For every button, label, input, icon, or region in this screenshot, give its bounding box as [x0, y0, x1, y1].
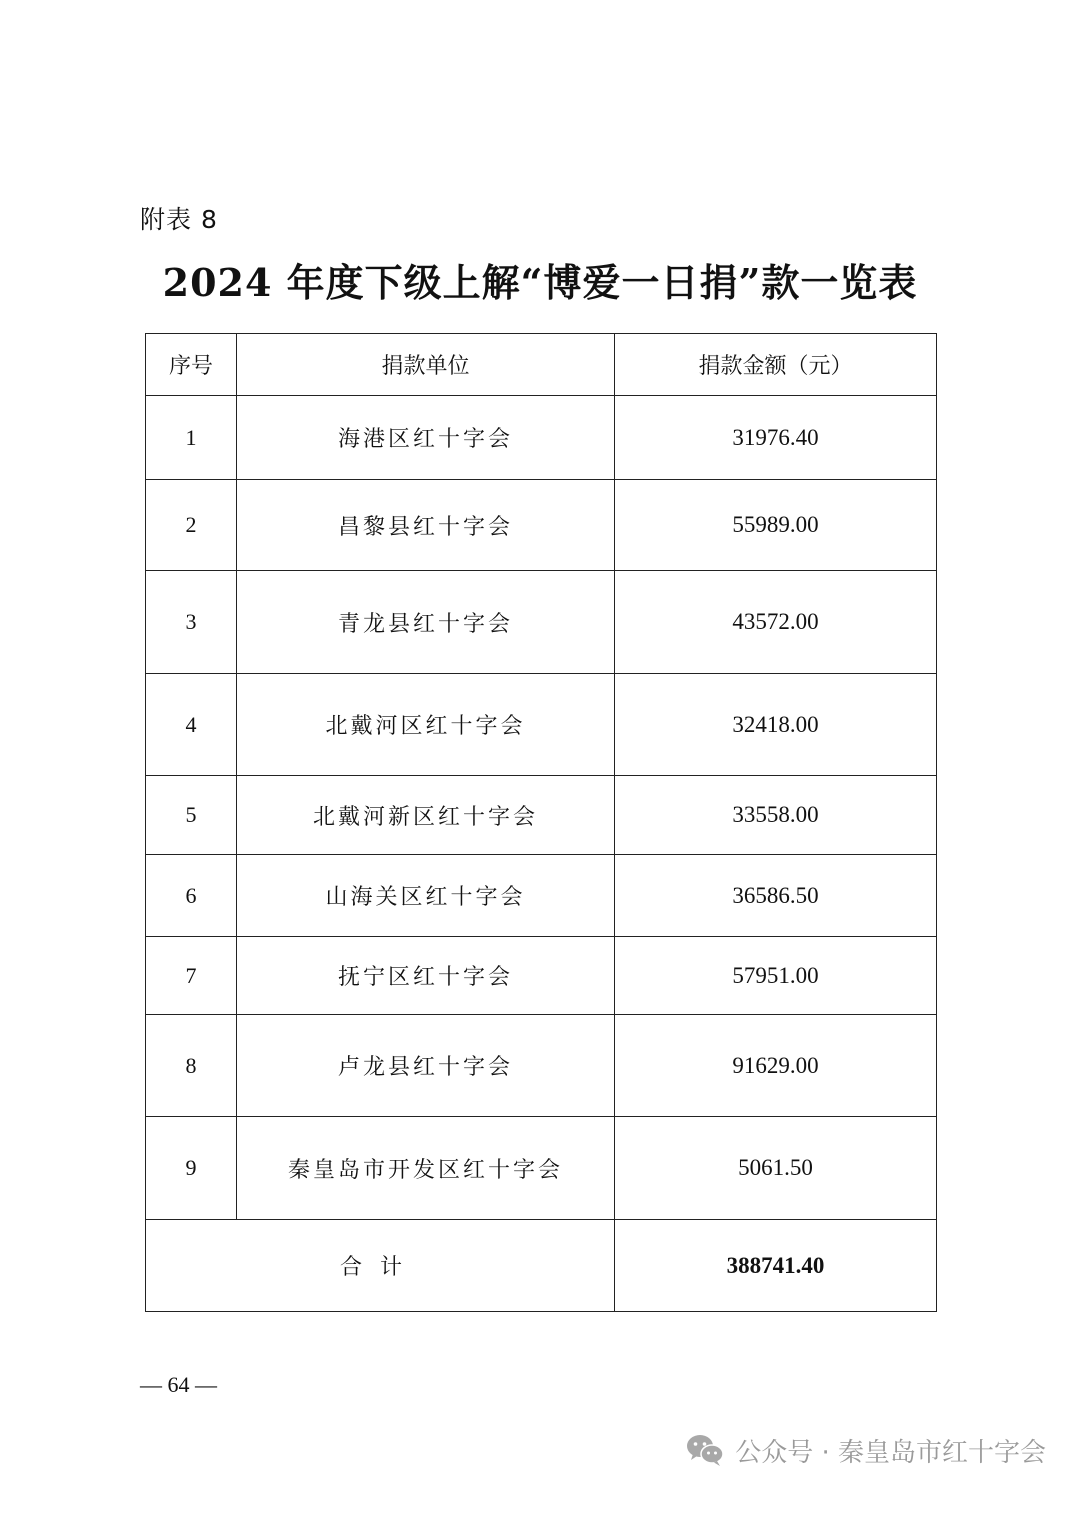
row-unit: 山海关区红十字会 — [237, 855, 615, 937]
column-header-unit: 捐款单位 — [237, 334, 615, 396]
row-amount: 57951.00 — [615, 937, 937, 1015]
row-amount: 32418.00 — [615, 674, 937, 776]
table-row — [146, 674, 937, 776]
row-amount: 36586.50 — [615, 855, 937, 937]
row-amount: 33558.00 — [615, 776, 937, 855]
row-index: 8 — [146, 1015, 237, 1117]
row-index: 3 — [146, 571, 237, 674]
row-amount: 55989.00 — [615, 480, 937, 571]
total-amount: 388741.40 — [615, 1220, 937, 1312]
table-row — [146, 1015, 937, 1117]
table-row — [146, 776, 937, 855]
watermark — [685, 1430, 1046, 1470]
page-number: — 64 — — [140, 1372, 217, 1397]
row-index: 6 — [146, 855, 237, 937]
table-row — [146, 396, 937, 480]
row-unit: 昌黎县红十字会 — [237, 480, 615, 571]
row-amount: 5061.50 — [615, 1117, 937, 1220]
table-row — [146, 1117, 937, 1220]
column-header-amount: 捐款金额（元） — [615, 334, 937, 396]
page-title: 2024 年度下级上解“博爱一日捐”款一览表 — [162, 260, 918, 305]
row-unit: 青龙县红十字会 — [237, 571, 615, 674]
row-amount: 31976.40 — [615, 396, 937, 480]
watermark-text: 公众号 · 秦皇岛市红十字会 — [735, 1437, 1046, 1468]
appendix-label: 附表 8 — [140, 205, 218, 234]
row-unit: 抚宁区红十字会 — [237, 937, 615, 1015]
table-row — [146, 937, 937, 1015]
table-row — [146, 855, 937, 937]
row-index: 7 — [146, 937, 237, 1015]
row-amount: 43572.00 — [615, 571, 937, 674]
table-total-row — [146, 1220, 937, 1312]
table-header-row — [146, 334, 937, 396]
row-unit: 北戴河新区红十字会 — [237, 776, 615, 855]
row-unit: 卢龙县红十字会 — [237, 1015, 615, 1117]
total-label: 合计 — [146, 1220, 615, 1312]
row-unit: 北戴河区红十字会 — [237, 674, 615, 776]
row-unit: 海港区红十字会 — [237, 396, 615, 480]
table-row — [146, 480, 937, 571]
table-row — [146, 571, 937, 674]
row-index: 9 — [146, 1117, 237, 1220]
column-header-index: 序号 — [146, 334, 237, 396]
row-index: 2 — [146, 480, 237, 571]
row-index: 1 — [146, 396, 237, 480]
donation-table — [145, 333, 937, 1312]
row-amount: 91629.00 — [615, 1015, 937, 1117]
wechat-icon — [685, 1433, 725, 1467]
row-unit: 秦皇岛市开发区红十字会 — [237, 1117, 615, 1220]
row-index: 4 — [146, 674, 237, 776]
row-index: 5 — [146, 776, 237, 855]
